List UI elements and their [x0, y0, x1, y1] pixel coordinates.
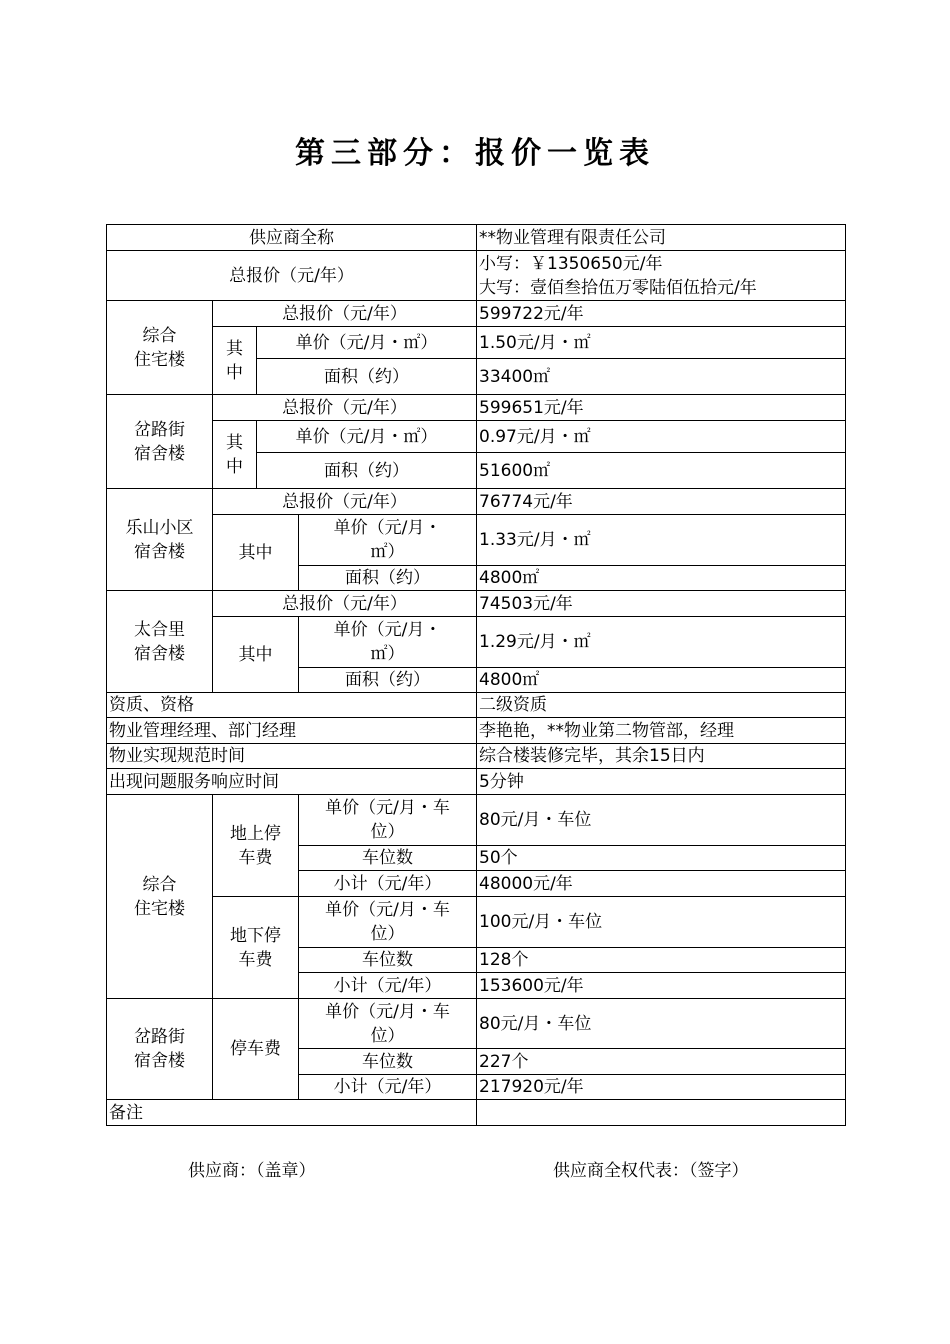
info-label: 资质、资格	[107, 693, 477, 718]
parking-row	[107, 999, 846, 1049]
building-area-label: 面积（约）	[299, 566, 477, 591]
info-label: 出现问题服务响应时间	[107, 769, 477, 795]
parking-unit: 100元/月・车位	[477, 897, 846, 948]
parking-subtotal-label: 小计（元/年）	[299, 871, 477, 897]
building-row	[107, 327, 846, 359]
building-row	[107, 515, 846, 566]
parking-count-label: 车位数	[299, 846, 477, 871]
building-area: 4800㎡	[477, 566, 846, 591]
parking-subtotal-label: 小计（元/年）	[299, 973, 477, 999]
building-total: 599651元/年	[477, 395, 846, 421]
info-row	[107, 693, 846, 718]
remark-label: 备注	[107, 1100, 477, 1126]
building-unit: 1.50元/月・㎡	[477, 327, 846, 359]
building-area-label: 面积（约）	[299, 668, 477, 693]
building-area: 51600㎡	[477, 453, 846, 489]
qizhong-label: 其中	[213, 617, 299, 693]
building-total-label: 总报价（元/年）	[213, 591, 477, 617]
parking-count-label: 车位数	[299, 948, 477, 973]
parking-subtotal-label: 小计（元/年）	[299, 1075, 477, 1100]
parking-fee-name: 停车费	[213, 999, 299, 1100]
remark-value	[477, 1100, 846, 1126]
parking-building-name: 综合 住宅楼	[107, 795, 213, 999]
supplier-value: **物业管理有限责任公司	[477, 225, 846, 251]
parking-count: 227个	[477, 1049, 846, 1075]
building-unit-label: 单价（元/月・ ㎡）	[299, 617, 477, 668]
building-row	[107, 591, 846, 617]
parking-unit: 80元/月・车位	[477, 795, 846, 846]
parking-subtotal: 48000元/年	[477, 871, 846, 897]
qizhong-label: 其 中	[213, 327, 257, 395]
info-row	[107, 769, 846, 795]
parking-count: 128个	[477, 948, 846, 973]
building-unit-label: 单价（元/月・ ㎡）	[299, 515, 477, 566]
parking-fee-name: 地下停 车费	[213, 897, 299, 999]
info-label: 物业实现规范时间	[107, 744, 477, 769]
building-row	[107, 421, 846, 453]
total-row	[107, 251, 846, 301]
building-total-label: 总报价（元/年）	[213, 489, 477, 515]
info-row	[107, 744, 846, 769]
building-area-label: 面积（约）	[257, 453, 477, 489]
building-row	[107, 301, 846, 327]
building-total: 74503元/年	[477, 591, 846, 617]
parking-row	[107, 897, 846, 948]
building-total-label: 总报价（元/年）	[213, 301, 477, 327]
parking-unit-label: 单价（元/月・车 位）	[299, 897, 477, 948]
parking-subtotal: 153600元/年	[477, 973, 846, 999]
info-value: 综合楼装修完毕，其余15日内	[477, 744, 846, 769]
footer-supplier-seal: 供应商：（盖章）	[188, 1161, 316, 1181]
building-area-label: 面积（约）	[257, 359, 477, 395]
building-row	[107, 489, 846, 515]
parking-count-label: 车位数	[299, 1049, 477, 1075]
parking-count: 50个	[477, 846, 846, 871]
building-name: 太合里 宿舍楼	[107, 591, 213, 693]
building-total: 76774元/年	[477, 489, 846, 515]
qizhong-label: 其 中	[213, 421, 257, 489]
building-total-label: 总报价（元/年）	[213, 395, 477, 421]
building-unit-label: 单价（元/月・㎡）	[257, 327, 477, 359]
info-value: 李艳艳，**物业第二物管部，经理	[477, 718, 846, 744]
footer-representative-signature: 供应商全权代表：（签字）	[553, 1161, 749, 1181]
remark-row	[107, 1100, 846, 1126]
parking-building-name: 岔路街 宿舍楼	[107, 999, 213, 1100]
parking-row	[107, 795, 846, 846]
building-row	[107, 395, 846, 421]
info-row	[107, 718, 846, 744]
building-total: 599722元/年	[477, 301, 846, 327]
qizhong-label: 其中	[213, 515, 299, 591]
building-unit: 1.33元/月・㎡	[477, 515, 846, 566]
info-label: 物业管理经理、部门经理	[107, 718, 477, 744]
parking-subtotal: 217920元/年	[477, 1075, 846, 1100]
page-title: 第三部分：报价一览表	[295, 136, 655, 171]
total-big: 大写：壹佰叁拾伍万零陆佰伍拾元/年	[479, 277, 757, 298]
total-value	[477, 251, 846, 301]
building-name: 乐山小区 宿舍楼	[107, 489, 213, 591]
building-unit: 1.29元/月・㎡	[477, 617, 846, 668]
building-area: 4800㎡	[477, 668, 846, 693]
info-value: 5分钟	[477, 769, 846, 795]
total-small: 小写：￥1350650元/年	[479, 253, 663, 274]
parking-unit-label: 单价（元/月・车 位）	[299, 795, 477, 846]
building-unit: 0.97元/月・㎡	[477, 421, 846, 453]
building-name: 综合 住宅楼	[107, 301, 213, 395]
building-area: 33400㎡	[477, 359, 846, 395]
parking-fee-name: 地上停 车费	[213, 795, 299, 897]
parking-unit-label: 单价（元/月・车 位）	[299, 999, 477, 1049]
building-name: 岔路街 宿舍楼	[107, 395, 213, 489]
supplier-row	[107, 225, 846, 251]
total-label: 总报价（元/年）	[107, 251, 477, 301]
parking-unit: 80元/月・车位	[477, 999, 846, 1049]
supplier-label: 供应商全称	[107, 225, 477, 251]
info-value: 二级资质	[477, 693, 846, 718]
building-unit-label: 单价（元/月・㎡）	[257, 421, 477, 453]
building-row	[107, 617, 846, 668]
quote-table	[106, 224, 846, 1126]
